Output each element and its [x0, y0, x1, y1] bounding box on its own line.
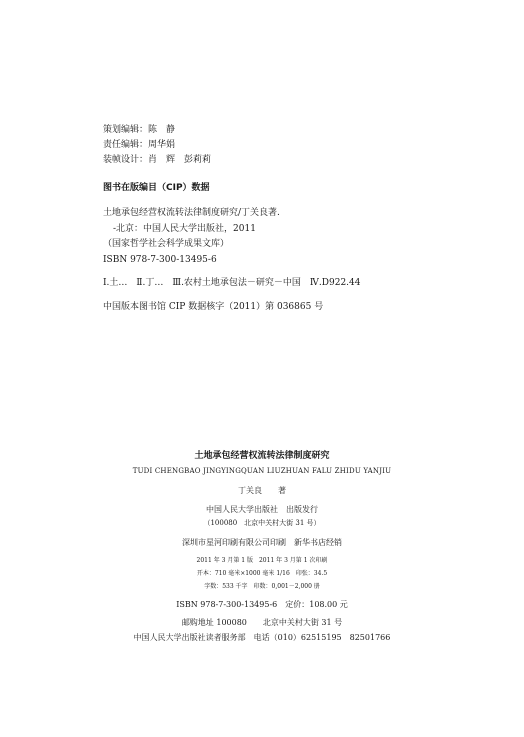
cip-isbn-line: ISBN 978-7-300-13495-6 [103, 255, 217, 265]
colophon-author: 丁关良 著 [238, 486, 286, 495]
colophon-title: 土地承包经营权流转法律制度研究 [194, 451, 330, 461]
colophon-isbn-price: ISBN 978-7-300-13495-6 定价：108.00 元 [176, 600, 348, 609]
colophon-format: 开本：710 毫米×1000 毫米 1/16 印张：34.5 [196, 570, 328, 577]
cip-publisher-line: -北京：中国人民大学出版社，2011 [113, 224, 256, 234]
cip-series-line: （国家哲学社会科学成果文库） [103, 239, 230, 249]
responsible-editor: 责任编辑：周华娟 [103, 140, 176, 150]
cip-heading: 图书在版编目（CIP）数据 [103, 183, 210, 193]
cip-record-number: 中国版本图书馆 CIP 数据核字（2011）第 036865 号 [103, 302, 324, 312]
colophon-publisher: 中国人民大学出版社 出版发行 [206, 505, 318, 514]
colophon-printer: 深圳市星河印刷有限公司印刷 新华书店经销 [182, 538, 342, 547]
cip-classification-line: Ⅰ.土… Ⅱ.丁… Ⅲ.农村土地承包法－研究－中国 Ⅳ.D922.44 [103, 278, 361, 288]
colophon-pinyin: TUDI CHENGBAO JINGYINGQUAN LIUZHUAN FALU ZHIDU YANJIU [132, 467, 392, 475]
colophon-reader-service: 中国人民大学出版社读者服务部 电话（010）62515195 82501766 [133, 633, 391, 642]
design-credit: 装帧设计：肖 辉 彭莉莉 [103, 155, 212, 165]
colophon-postal-address: 邮购地址 100080 北京中关村大街 31 号 [181, 618, 343, 627]
cip-title-line: 土地承包经营权流转法律制度研究/丁关良著. [103, 208, 280, 218]
colophon-publisher-address: （100080 北京中关村大街 31 号） [203, 519, 321, 527]
colophon-word-count: 字数：533 千字 印数：0,001－2,000 册 [204, 583, 320, 590]
planning-editor: 策划编辑：陈 静 [103, 125, 176, 135]
colophon-edition: 2011 年 3 月第 1 版 2011 年 3 月第 1 次印刷 [196, 557, 328, 564]
